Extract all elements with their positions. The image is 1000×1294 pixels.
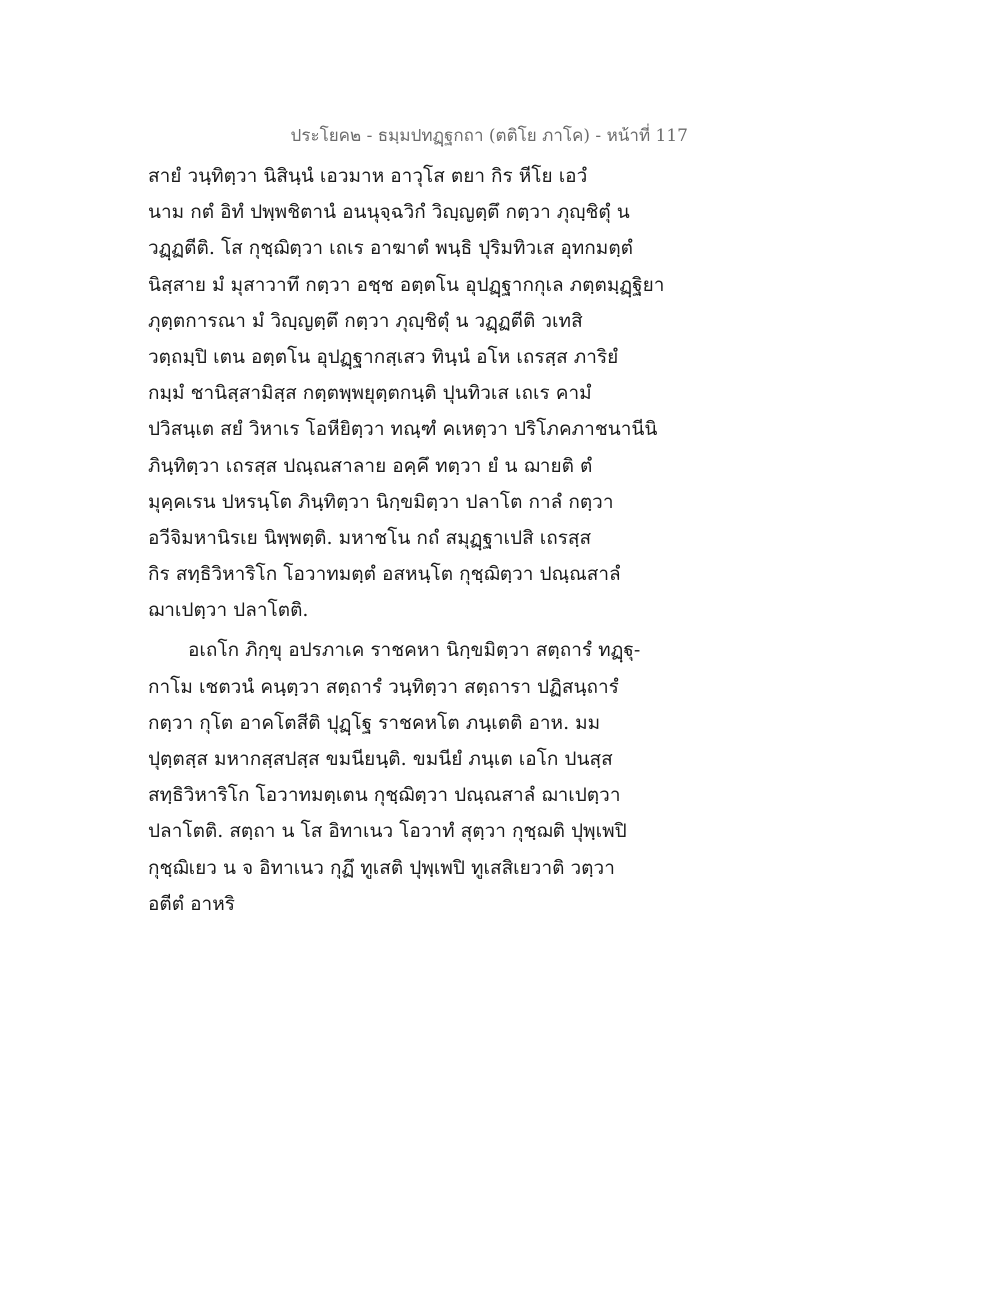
text-line: สายํ วนฺทิตฺวา นิสินฺนํ เอวมาห อาวุโส ตยา กิร หีโย เอวํ bbox=[148, 165, 588, 187]
text-line: นาม กตํ อิทํ ปพฺพชิตานํ อนนุจฺฉวิกํ วิญฺญตฺตึ กตฺวา ภุญฺชิตุํ น bbox=[148, 201, 630, 224]
text-line: ภินฺทิตฺวา เถรสฺส ปณฺณสาลาย อคฺคึ ทตฺวา ยํ น ฌายติ ตํ bbox=[148, 454, 593, 477]
text-line: อวีจิมหานิรเย นิพฺพตฺติ. มหาชโน กถํ สมุฏฺฐาเปสิ เถรสฺส bbox=[148, 526, 592, 549]
paragraph-1 bbox=[148, 158, 688, 628]
text-line: ฌาเปตฺวา ปลาโตติ. bbox=[148, 599, 309, 622]
text-line: กตฺวา กุโต อาคโตสีติ ปุฏฺโฐ ราชคหโต ภนฺเตติ อาห. มม bbox=[148, 711, 601, 734]
text-line: อตีตํ อาหริ bbox=[148, 892, 235, 915]
text-line: กาโม เชตวนํ คนฺตฺวา สตฺถารํ วนฺทิตฺวา สตฺถารา ปฏิสนฺถารํ bbox=[148, 675, 619, 698]
running-header: ประโยค๒ - ธมฺมปทฏฺฐกถา (ตติโย ภาโค) - หน้าที่ 117 bbox=[290, 126, 688, 146]
text-line: มุคฺคเรน ปหรนฺโต ภินฺทิตฺวา นิกฺขมิตฺวา ปลาโต กาลํ กตฺวา bbox=[148, 490, 614, 513]
text-line: ปลาโตติ. สตฺถา น โส อิทาเนว โอวาทํ สุตฺวา กุชฺฌติ ปุพฺเพปิ bbox=[148, 820, 627, 843]
text-line: อเถโก ภิกฺขุ อปรภาเค ราชคหา นิกฺขมิตฺวา สตฺถารํ ทฏฺฐุ- bbox=[188, 639, 641, 662]
body-text bbox=[148, 158, 688, 922]
text-line: ปวิสนฺเต สยํ วิหาเร โอหียิตฺวา ทณฺฑํ คเหตฺวา ปริโภคภาชนานีนิ bbox=[148, 418, 658, 441]
text-line: กิร สทฺธิวิหาริโก โอวาทมตฺตํ อสหนฺโต กุชฺฌิตฺวา ปณฺณสาลํ bbox=[148, 563, 621, 586]
text-line: วตฺถมฺปิ เตน อตฺตโน อุปฏฺฐากสฺเสว ทินฺนํ อโห เถรสฺส ภาริยํ bbox=[148, 345, 619, 368]
text-line: สทฺธิวิหาริโก โอวาทมตฺเตน กุชฺฌิตฺวา ปณฺณสาลํ ฌาเปตฺวา bbox=[148, 784, 621, 807]
text-line: วฏฺฏตีติ. โส กุชฺฌิตฺวา เถเร อาฆาตํ พนฺธิ ปุริมทิวเส อุทกมตฺตํ bbox=[148, 237, 634, 260]
paragraph-2 bbox=[148, 632, 688, 922]
text-line: ภุตฺตการณา มํ วิญฺญตฺตึ กตฺวา ภุญฺชิตุํ น วฏฺฏตีติ วเทสิ bbox=[148, 309, 583, 332]
text-line: กมฺมํ ชานิสฺสามิสฺส กตฺตพฺพยุตฺตกนฺติ ปุนทิวเส เถเร คามํ bbox=[148, 382, 592, 405]
text-line: กุชฺฌิเยว น จ อิทาเนว กุฏึ ทูเสติ ปุพฺเพปิ ทูเสสิเยวาติ วตฺวา bbox=[148, 856, 615, 879]
text-line: นิสฺสาย มํ มุสาวาทึ กตฺวา อชฺช อตฺตโน อุปฏฺฐากกุเล ภตฺตมฺฏฺฐิยา bbox=[148, 273, 665, 296]
text-line: ปุตฺตสฺส มหากสฺสปสฺส ขมนียนฺติ. ขมนียํ ภนฺเต เอโก ปนสฺส bbox=[148, 748, 613, 770]
